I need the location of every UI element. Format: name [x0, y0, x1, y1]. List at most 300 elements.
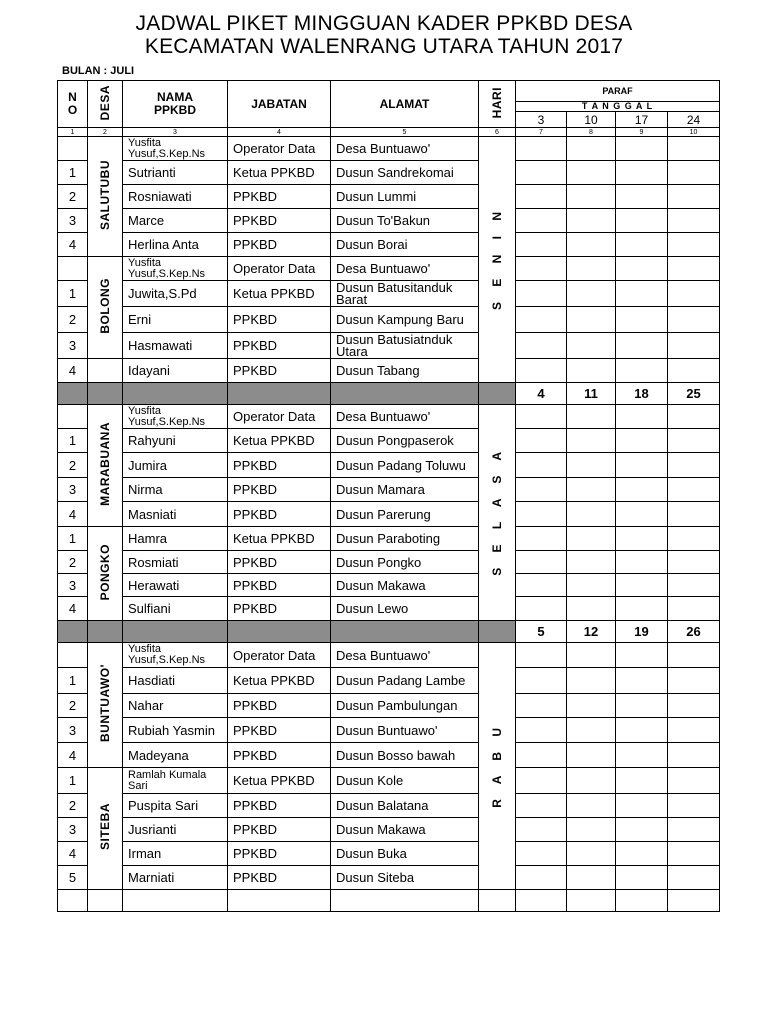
paraf-cell[interactable] [516, 818, 567, 842]
row-number: 4 [58, 597, 88, 621]
column-index-cell: 10 [668, 128, 720, 137]
village-name: PONGKO [88, 527, 123, 621]
member-position: PPKBD [228, 333, 331, 359]
separator-cell [123, 621, 228, 643]
member-address: Dusun To'Bakun [331, 209, 479, 233]
member-address: Dusun Tabang [331, 359, 479, 383]
day-name: S E N I N [479, 137, 516, 383]
member-address: Dusun Pongko [331, 551, 479, 574]
member-name: Rosmiati [123, 551, 228, 574]
paraf-cell[interactable] [668, 333, 720, 359]
member-address: Dusun Padang Toluwu [331, 453, 479, 478]
paraf-cell[interactable] [616, 718, 668, 743]
paraf-cell[interactable] [668, 359, 720, 383]
paraf-cell[interactable] [567, 359, 616, 383]
member-position: Operator Data [228, 405, 331, 429]
table-row [58, 333, 720, 359]
member-name: Hamra [123, 527, 228, 551]
member-name: Puspita Sari [123, 794, 228, 818]
member-address: Dusun Padang Lambe [331, 668, 479, 694]
paraf-cell[interactable] [516, 429, 567, 453]
date-header-cell: 18 [616, 383, 668, 405]
member-position: Operator Data [228, 257, 331, 281]
member-name: Nirma [123, 478, 228, 502]
member-name: Sutrianti [123, 161, 228, 185]
separator-cell [331, 383, 479, 405]
empty-cell [88, 890, 123, 912]
row-number: 3 [58, 209, 88, 233]
paraf-cell[interactable] [516, 359, 567, 383]
paraf-cell[interactable] [616, 233, 668, 257]
row-number: 1 [58, 768, 88, 794]
paraf-cell[interactable] [668, 453, 720, 478]
paraf-cell[interactable] [668, 551, 720, 574]
paraf-cell[interactable] [516, 643, 567, 668]
table-row [58, 597, 720, 621]
row-number: 1 [58, 668, 88, 694]
paraf-cell[interactable] [668, 429, 720, 453]
paraf-cell[interactable] [567, 551, 616, 574]
member-name: Jumira [123, 453, 228, 478]
paraf-cell[interactable] [616, 743, 668, 768]
paraf-cell[interactable] [567, 233, 616, 257]
paraf-cell[interactable] [668, 502, 720, 527]
paraf-cell[interactable] [616, 281, 668, 307]
separator-cell [479, 621, 516, 643]
separator-cell [479, 383, 516, 405]
column-index-cell: 1 [58, 128, 88, 137]
row-number: 5 [58, 866, 88, 890]
member-position: PPKBD [228, 743, 331, 768]
paraf-cell[interactable] [567, 643, 616, 668]
member-address: Dusun Buka [331, 842, 479, 866]
member-name: Hasmawati [123, 333, 228, 359]
table-row [58, 818, 720, 842]
member-address: Dusun Kole [331, 768, 479, 794]
paraf-cell[interactable] [516, 551, 567, 574]
header-nama: NAMA PPKBD [123, 81, 228, 128]
separator-cell [228, 383, 331, 405]
member-address: Dusun Mamara [331, 478, 479, 502]
member-position: Ketua PPKBD [228, 527, 331, 551]
table-row [58, 794, 720, 818]
row-number: 3 [58, 818, 88, 842]
paraf-cell[interactable] [567, 405, 616, 429]
member-address: Dusun Batusiatnduk Utara [331, 333, 479, 359]
paraf-cell[interactable] [567, 185, 616, 209]
table-row [58, 718, 720, 743]
paraf-cell[interactable] [616, 161, 668, 185]
member-position: PPKBD [228, 307, 331, 333]
paraf-cell[interactable] [616, 694, 668, 718]
paraf-cell[interactable] [567, 574, 616, 597]
member-position: PPKBD [228, 718, 331, 743]
paraf-cell[interactable] [616, 307, 668, 333]
member-address: Dusun Paraboting [331, 527, 479, 551]
member-address: Dusun Kampung Baru [331, 307, 479, 333]
paraf-cell[interactable] [516, 668, 567, 694]
row-number: 1 [58, 161, 88, 185]
paraf-cell[interactable] [567, 502, 616, 527]
header-tanggal: T A N G G A L [516, 102, 720, 112]
member-address: Dusun Batusitanduk Barat [331, 281, 479, 307]
paraf-cell[interactable] [616, 185, 668, 209]
paraf-cell[interactable] [668, 405, 720, 429]
column-index-cell: 3 [123, 128, 228, 137]
member-name: Idayani [123, 359, 228, 383]
table-row [58, 643, 720, 668]
day-separator-row [58, 621, 720, 643]
member-name: Ramlah Kumala Sari [123, 768, 228, 794]
paraf-cell[interactable] [616, 257, 668, 281]
member-position: Ketua PPKBD [228, 281, 331, 307]
member-address: Desa Buntuawo' [331, 257, 479, 281]
document-title-line2: KECAMATAN WALENRANG UTARA TAHUN 2017 [144, 35, 624, 58]
member-name: Yusfita Yusuf,S.Kep.Ns [123, 257, 228, 281]
paraf-cell[interactable] [668, 794, 720, 818]
row-number: 1 [58, 281, 88, 307]
row-number: 2 [58, 185, 88, 209]
paraf-cell[interactable] [616, 333, 668, 359]
date-header-cell: 19 [616, 621, 668, 643]
paraf-cell[interactable] [668, 668, 720, 694]
paraf-cell[interactable] [516, 866, 567, 890]
paraf-cell[interactable] [516, 574, 567, 597]
member-position: PPKBD [228, 478, 331, 502]
member-position: Ketua PPKBD [228, 429, 331, 453]
member-name: Herlina Anta [123, 233, 228, 257]
paraf-cell[interactable] [516, 405, 567, 429]
empty-cell [668, 890, 720, 912]
table-row [58, 257, 720, 281]
member-position: PPKBD [228, 502, 331, 527]
paraf-cell[interactable] [567, 866, 616, 890]
column-index-cell: 9 [616, 128, 668, 137]
empty-cell [479, 890, 516, 912]
member-address: Dusun Makawa [331, 818, 479, 842]
member-name: Madeyana [123, 743, 228, 768]
village-name: SITEBA [88, 768, 123, 890]
paraf-cell[interactable] [567, 768, 616, 794]
paraf-cell[interactable] [616, 668, 668, 694]
row-number: 4 [58, 233, 88, 257]
table-row [58, 743, 720, 768]
paraf-cell[interactable] [668, 185, 720, 209]
column-index-cell: 5 [331, 128, 479, 137]
member-position: PPKBD [228, 233, 331, 257]
paraf-cell[interactable] [567, 668, 616, 694]
paraf-cell[interactable] [567, 597, 616, 621]
paraf-cell[interactable] [516, 768, 567, 794]
table-row [58, 842, 720, 866]
member-position: Operator Data [228, 643, 331, 668]
paraf-cell[interactable] [616, 842, 668, 866]
paraf-cell[interactable] [567, 281, 616, 307]
paraf-cell[interactable] [567, 333, 616, 359]
table-row [58, 551, 720, 574]
paraf-cell[interactable] [567, 209, 616, 233]
table-row-empty [58, 890, 720, 912]
table-row [58, 209, 720, 233]
member-name: Marniati [123, 866, 228, 890]
header-alamat: ALAMAT [331, 81, 479, 128]
day-name: S E L A S A [479, 405, 516, 621]
member-position: PPKBD [228, 209, 331, 233]
table-row [58, 137, 720, 161]
member-position: PPKBD [228, 694, 331, 718]
paraf-cell[interactable] [516, 257, 567, 281]
member-position: PPKBD [228, 551, 331, 574]
row-number: 3 [58, 574, 88, 597]
paraf-cell[interactable] [668, 743, 720, 768]
row-number: 4 [58, 743, 88, 768]
paraf-cell[interactable] [668, 574, 720, 597]
date-header-cell: 17 [616, 112, 668, 128]
empty-cell [58, 890, 88, 912]
header-no: N O [58, 81, 88, 128]
paraf-cell[interactable] [516, 137, 567, 161]
member-address: Dusun Pambulungan [331, 694, 479, 718]
row-number: 1 [58, 527, 88, 551]
paraf-cell[interactable] [616, 866, 668, 890]
member-name: Yusfita Yusuf,S.Kep.Ns [123, 643, 228, 668]
paraf-cell[interactable] [668, 842, 720, 866]
paraf-cell[interactable] [616, 453, 668, 478]
village-name: BUNTUAWO' [88, 643, 123, 768]
row-number: 2 [58, 551, 88, 574]
date-header-cell: 4 [516, 383, 567, 405]
paraf-cell[interactable] [616, 551, 668, 574]
row-number: 2 [58, 794, 88, 818]
paraf-cell[interactable] [668, 161, 720, 185]
member-name: Masniati [123, 502, 228, 527]
paraf-cell[interactable] [668, 866, 720, 890]
separator-cell [88, 383, 123, 405]
paraf-cell[interactable] [668, 307, 720, 333]
member-address: Dusun Lummi [331, 185, 479, 209]
member-address: Desa Buntuawo' [331, 137, 479, 161]
date-header-cell: 11 [567, 383, 616, 405]
paraf-cell[interactable] [567, 429, 616, 453]
paraf-cell[interactable] [516, 233, 567, 257]
member-address: Dusun Lewo [331, 597, 479, 621]
paraf-cell[interactable] [567, 307, 616, 333]
paraf-cell[interactable] [567, 818, 616, 842]
village-name: MARABUANA [88, 405, 123, 527]
member-name: Rahyuni [123, 429, 228, 453]
table-row [58, 233, 720, 257]
row-number [58, 137, 88, 161]
date-header-cell: 5 [516, 621, 567, 643]
empty-cell [123, 890, 228, 912]
paraf-cell[interactable] [516, 842, 567, 866]
table-row [58, 307, 720, 333]
row-number: 4 [58, 359, 88, 383]
paraf-cell[interactable] [516, 185, 567, 209]
paraf-cell[interactable] [567, 527, 616, 551]
paraf-cell[interactable] [567, 743, 616, 768]
paraf-cell[interactable] [616, 818, 668, 842]
table-row [58, 502, 720, 527]
row-number: 3 [58, 718, 88, 743]
paraf-cell[interactable] [668, 527, 720, 551]
member-name: Irman [123, 842, 228, 866]
member-address: Dusun Makawa [331, 574, 479, 597]
day-name: R A B U [479, 643, 516, 890]
paraf-cell[interactable] [516, 502, 567, 527]
paraf-cell[interactable] [516, 527, 567, 551]
member-name: Erni [123, 307, 228, 333]
table-row [58, 768, 720, 794]
member-name: Hasdiati [123, 668, 228, 694]
paraf-cell[interactable] [567, 257, 616, 281]
member-name: Herawati [123, 574, 228, 597]
table-row [58, 405, 720, 429]
table-row [58, 453, 720, 478]
date-header-cell: 26 [668, 621, 720, 643]
row-number: 4 [58, 842, 88, 866]
date-header-cell: 12 [567, 621, 616, 643]
paraf-cell[interactable] [616, 597, 668, 621]
paraf-cell[interactable] [516, 597, 567, 621]
paraf-cell[interactable] [567, 694, 616, 718]
paraf-cell[interactable] [668, 643, 720, 668]
paraf-cell[interactable] [567, 842, 616, 866]
paraf-cell[interactable] [516, 453, 567, 478]
date-header-cell: 24 [668, 112, 720, 128]
paraf-cell[interactable] [516, 743, 567, 768]
paraf-cell[interactable] [668, 281, 720, 307]
paraf-cell[interactable] [668, 694, 720, 718]
member-address: Desa Buntuawo' [331, 405, 479, 429]
paraf-cell[interactable] [616, 405, 668, 429]
row-number [58, 643, 88, 668]
row-number: 2 [58, 307, 88, 333]
empty-cell [616, 890, 668, 912]
paraf-cell[interactable] [668, 818, 720, 842]
row-number [58, 405, 88, 429]
paraf-cell[interactable] [668, 597, 720, 621]
member-position: PPKBD [228, 597, 331, 621]
paraf-cell[interactable] [616, 502, 668, 527]
date-header-cell: 10 [567, 112, 616, 128]
paraf-cell[interactable] [567, 794, 616, 818]
row-number: 2 [58, 694, 88, 718]
table-row [58, 574, 720, 597]
member-address: Dusun Sandrekomai [331, 161, 479, 185]
column-index-cell: 7 [516, 128, 567, 137]
month-label: BULAN : JULI [62, 65, 135, 77]
paraf-cell[interactable] [616, 137, 668, 161]
table-row [58, 668, 720, 694]
member-position: PPKBD [228, 574, 331, 597]
paraf-cell[interactable] [616, 643, 668, 668]
row-number: 3 [58, 478, 88, 502]
paraf-cell[interactable] [616, 527, 668, 551]
paraf-cell[interactable] [516, 307, 567, 333]
member-position: PPKBD [228, 185, 331, 209]
member-name: Yusfita Yusuf,S.Kep.Ns [123, 137, 228, 161]
paraf-cell[interactable] [516, 694, 567, 718]
paraf-cell[interactable] [516, 209, 567, 233]
empty-cell [567, 890, 616, 912]
paraf-cell[interactable] [668, 768, 720, 794]
column-index-cell: 4 [228, 128, 331, 137]
paraf-cell[interactable] [668, 137, 720, 161]
paraf-cell[interactable] [668, 257, 720, 281]
table-row [58, 866, 720, 890]
member-address: Desa Buntuawo' [331, 643, 479, 668]
paraf-cell[interactable] [567, 161, 616, 185]
village-name: SALUTUBU [88, 137, 123, 257]
member-address: Dusun Pongpaserok [331, 429, 479, 453]
paraf-cell[interactable] [616, 359, 668, 383]
row-number: 4 [58, 502, 88, 527]
member-position: PPKBD [228, 794, 331, 818]
member-position: Ketua PPKBD [228, 161, 331, 185]
member-position: PPKBD [228, 453, 331, 478]
empty-cell [228, 890, 331, 912]
separator-cell [58, 621, 88, 643]
table-row [58, 429, 720, 453]
paraf-cell[interactable] [668, 718, 720, 743]
separator-cell [228, 621, 331, 643]
paraf-cell[interactable] [616, 794, 668, 818]
day-separator-row [58, 383, 720, 405]
paraf-cell[interactable] [616, 478, 668, 502]
member-address: Dusun Balatana [331, 794, 479, 818]
paraf-cell[interactable] [616, 574, 668, 597]
paraf-cell[interactable] [516, 478, 567, 502]
schedule-table [57, 80, 720, 912]
paraf-cell[interactable] [616, 209, 668, 233]
paraf-cell[interactable] [616, 768, 668, 794]
paraf-cell[interactable] [516, 718, 567, 743]
empty-cell [516, 890, 567, 912]
member-name: Yusfita Yusuf,S.Kep.Ns [123, 405, 228, 429]
paraf-cell[interactable] [567, 137, 616, 161]
member-position: Operator Data [228, 137, 331, 161]
row-number: 3 [58, 333, 88, 359]
paraf-cell[interactable] [668, 233, 720, 257]
document-title-line1: JADWAL PIKET MINGGUAN KADER PPKBD DESA [135, 12, 633, 35]
paraf-cell[interactable] [516, 161, 567, 185]
member-name: Rosniawati [123, 185, 228, 209]
separator-cell [88, 621, 123, 643]
village-name: BOLONG [88, 257, 123, 359]
member-position: PPKBD [228, 818, 331, 842]
paraf-cell[interactable] [668, 478, 720, 502]
table-row [58, 161, 720, 185]
date-header-cell: 3 [516, 112, 567, 128]
empty-cell [331, 890, 479, 912]
village-empty [88, 359, 123, 383]
paraf-cell[interactable] [516, 333, 567, 359]
paraf-cell[interactable] [567, 453, 616, 478]
member-position: PPKBD [228, 866, 331, 890]
separator-cell [58, 383, 88, 405]
paraf-cell[interactable] [668, 209, 720, 233]
paraf-cell[interactable] [516, 281, 567, 307]
paraf-cell[interactable] [567, 718, 616, 743]
table-row [58, 359, 720, 383]
separator-cell [331, 621, 479, 643]
paraf-cell[interactable] [516, 794, 567, 818]
paraf-cell[interactable] [616, 429, 668, 453]
paraf-cell[interactable] [567, 478, 616, 502]
row-number: 2 [58, 453, 88, 478]
member-name: Juwita,S.Pd [123, 281, 228, 307]
